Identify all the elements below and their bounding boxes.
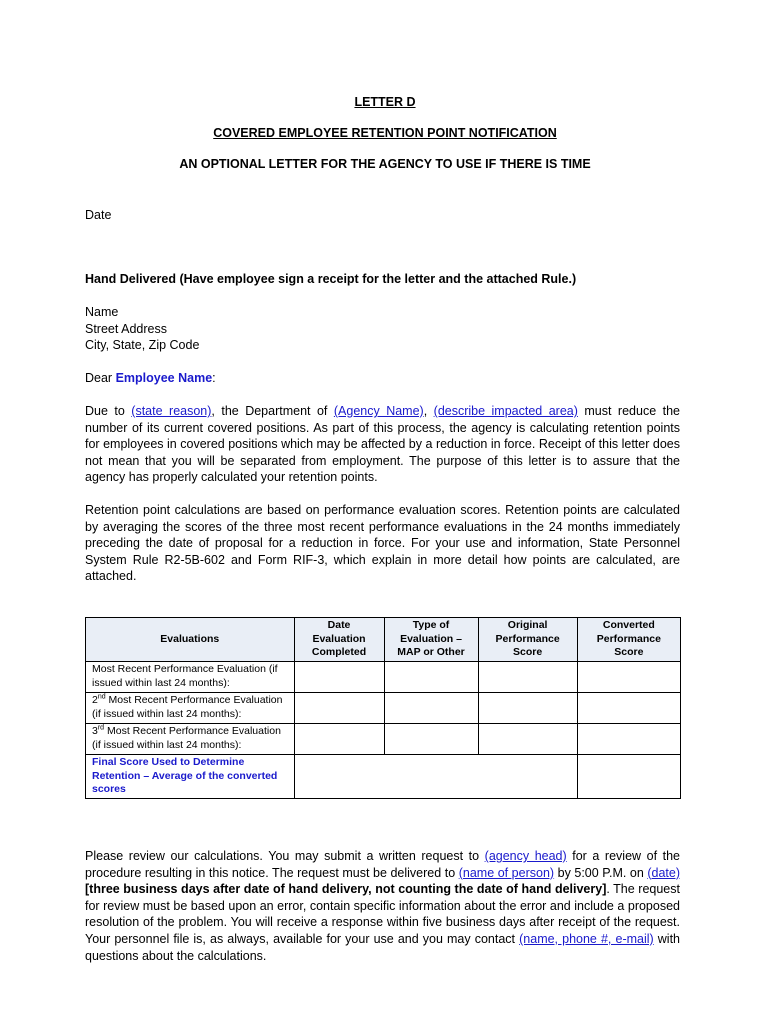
cell-evaluation-type[interactable]	[384, 661, 478, 692]
impacted-area-placeholder: (describe impacted area)	[433, 404, 578, 418]
row-label-second-recent	[86, 692, 295, 723]
address-street: Street Address	[85, 321, 167, 336]
header-original-score: Original Performance Score	[478, 618, 577, 662]
greeting-prefix: Dear	[85, 371, 116, 385]
cell-date-completed[interactable]	[294, 723, 384, 754]
name-of-person-placeholder: (name of person)	[458, 865, 555, 880]
para3-text: Please review our calculations. You may submit a written request to	[85, 849, 485, 863]
para3-text: . The request for review must be based upon an error, contain specific information about the error and include a proposed resolution of the problem. You will receive a response within five business days after receipt of the request. Your personnel file is, as always, available for your use and you may contact	[85, 882, 680, 946]
state-reason-placeholder: (state reason)	[131, 404, 212, 418]
ordinal-number: 3	[92, 724, 98, 737]
cell-original-score[interactable]	[478, 692, 577, 723]
table-header-row	[86, 618, 681, 662]
address-name: Name	[85, 305, 119, 319]
cell-original-score[interactable]	[478, 661, 577, 692]
letter-label: LETTER D	[354, 95, 416, 109]
row-label-text: Most Recent Performance Evaluation (if issued within last 24 months):	[92, 693, 283, 720]
header-evaluations: Evaluations	[86, 618, 295, 662]
paragraph-review	[85, 848, 680, 964]
para1-text: , the Department of	[211, 404, 334, 418]
row-label-third-recent	[86, 723, 295, 754]
row-label-most-recent: Most Recent Performance Evaluation (if issued within last 24 months):	[86, 661, 295, 692]
paragraph-purpose	[85, 403, 680, 486]
cell-original-score[interactable]	[478, 723, 577, 754]
cell-evaluation-type[interactable]	[384, 723, 478, 754]
cell-date-completed[interactable]	[294, 692, 384, 723]
table-row	[86, 723, 681, 754]
hand-delivered-note: Hand Delivered (Have employee sign a receipt for the letter and the attached Rule.)	[85, 272, 577, 286]
para3-text: for a review of the procedure resulting in this notice. The request must be delivered to	[85, 849, 680, 880]
agency-name-placeholder: (Agency Name)	[333, 404, 424, 418]
cell-final-spacer	[294, 754, 577, 798]
para1-text: ,	[423, 404, 434, 418]
para1-text: Due to	[85, 404, 132, 418]
row-label-final-score: Final Score Used to Determine Retention – Average of the converted scores	[86, 754, 295, 798]
cell-converted-score[interactable]	[577, 723, 680, 754]
table-row	[86, 661, 681, 692]
greeting-suffix: :	[212, 371, 216, 385]
header-date-completed: Date Evaluation Completed	[294, 618, 384, 662]
letter-subtitle: AN OPTIONAL LETTER FOR THE AGENCY TO USE IF THERE IS TIME	[179, 157, 591, 171]
cell-converted-score[interactable]	[577, 661, 680, 692]
header-converted-score: Converted Performance Score	[577, 618, 680, 662]
ordinal-number: 2	[92, 693, 98, 706]
contact-placeholder: (name, phone #, e-mail)	[519, 931, 654, 946]
cell-date-completed[interactable]	[294, 661, 384, 692]
ordinal-suffix: rd	[97, 724, 105, 732]
retention-points-table	[85, 617, 681, 799]
table-row	[86, 692, 681, 723]
address-city: City, State, Zip Code	[85, 338, 200, 353]
cell-evaluation-type[interactable]	[384, 692, 478, 723]
date-label: Date	[85, 208, 112, 222]
cell-converted-score[interactable]	[577, 692, 680, 723]
para3-text: by 5:00 P.M. on	[554, 865, 648, 880]
delivery-deadline-note: [three business days after date of hand delivery, not counting the date of hand delivery]	[85, 882, 607, 897]
para3-text: with questions about the calculations.	[85, 931, 681, 963]
cell-final-score[interactable]	[577, 754, 680, 798]
paragraph-calculation: Retention point calculations are based on performance evaluation scores. Retention points are calculated by averaging the scores of the three most recent performance evaluations in the 24 months immediately preceding the date of proposal for a reduction in force. For your use and information, State Personnel System Rule R2-5B-602 and Form RIF-3, which explain in more detail how points are calculated, are attached.	[85, 503, 680, 584]
date-placeholder: (date)	[647, 865, 680, 880]
table-row-final	[86, 754, 681, 798]
header-evaluation-type: Type of Evaluation – MAP or Other	[384, 618, 478, 662]
row-label-text: Most Recent Performance Evaluation (if issued within last 24 months):	[92, 724, 281, 751]
letter-title: COVERED EMPLOYEE RETENTION POINT NOTIFICATION	[213, 126, 557, 140]
para1-text: must reduce the number of its current covered positions. As part of this process, the agency is calculating retention points for employees in covered positions which may be affected by a reduction in force. Receipt of this letter does not mean that you will be separated from employment. The purpose of this letter is to assure that the agency has properly calculated your retention points.	[85, 404, 680, 485]
ordinal-suffix: nd	[97, 693, 106, 701]
greeting	[85, 370, 216, 387]
agency-head-placeholder: (agency head)	[484, 849, 567, 863]
employee-name-placeholder: Employee Name	[115, 371, 213, 385]
